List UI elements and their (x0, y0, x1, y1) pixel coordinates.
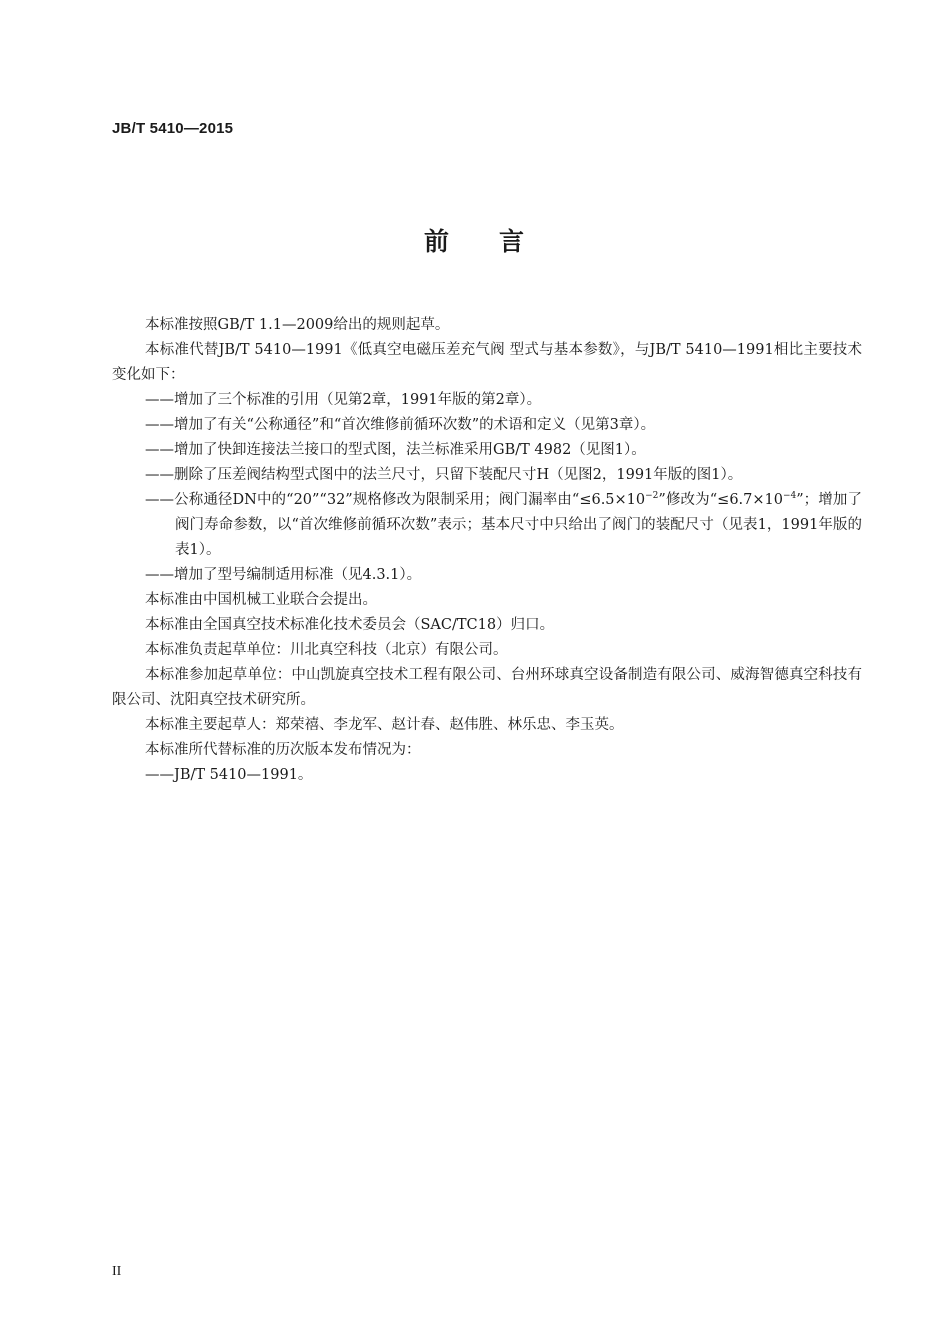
foreword-body (112, 313, 862, 788)
exponent: −4 (782, 491, 797, 501)
change-item: ——删除了压差阀结构型式图中的法兰尺寸，只留下装配尺寸H（见图2，1991年版的图1）。 (145, 467, 743, 483)
change-item-text: ”；增加了阀门寿命参数，以“首次维修前循环次数”表示；基本尺寸中只给出了阀门的装配尺寸（见表1，1991年版的表1）。 (175, 492, 862, 558)
paragraph-participants: 本标准参加起草单位：中山凯旋真空技术工程有限公司、台州环球真空设备制造有限公司、威海智德真空科技有限公司、沈阳真空技术研究所。 (112, 667, 862, 708)
paragraph-history: 本标准所代替标准的历次版本发布情况为： (145, 742, 421, 758)
change-item-leak-rate (112, 488, 862, 563)
change-item: ——增加了快卸连接法兰接口的型式图，法兰标准采用GB/T 4982（见图1）。 (145, 442, 646, 458)
paragraph-authors: 本标准主要起草人：郑荣禧、李龙军、赵计春、赵伟胜、林乐忠、李玉英。 (145, 717, 624, 733)
paragraph-committee: 本标准由全国真空技术标准化技术委员会（SAC/TC18）归口。 (145, 617, 555, 633)
page-number: II (112, 1264, 122, 1279)
document-code: JB/T 5410—2015 (112, 120, 234, 137)
change-item: ——增加了三个标准的引用（见第2章，1991年版的第2章）。 (145, 392, 542, 408)
title-char-1: 前 (423, 227, 451, 256)
page-title (0, 222, 950, 258)
change-item-text: ”修改为“≤6.7×10 (658, 492, 783, 508)
change-item: ——增加了型号编制适用标准（见4.3.1）。 (145, 567, 422, 583)
change-item: ——增加了有关“公称通径”和“首次维修前循环次数”的术语和定义（见第3章）。 (145, 417, 656, 433)
paragraph-proposer: 本标准由中国机械工业联合会提出。 (145, 592, 377, 608)
title-char-2: 言 (499, 227, 527, 256)
paragraph-drafting-rules: 本标准按照GB/T 1.1—2009给出的规则起草。 (145, 317, 450, 333)
paragraph-lead-drafter: 本标准负责起草单位：川北真空科技（北京）有限公司。 (145, 642, 508, 658)
history-item: ——JB/T 5410—1991。 (145, 767, 313, 783)
paragraph-replacement: 本标准代替JB/T 5410—1991《低真空电磁压差充气阀 型式与基本参数》，与JB/T 5410—1991相比主要技术变化如下： (112, 342, 862, 383)
exponent: −2 (645, 491, 659, 501)
change-item-text: ——公称通径DN中的“20”“32”规格修改为限制采用；阀门漏率由“≤6.5×10 (145, 492, 646, 508)
